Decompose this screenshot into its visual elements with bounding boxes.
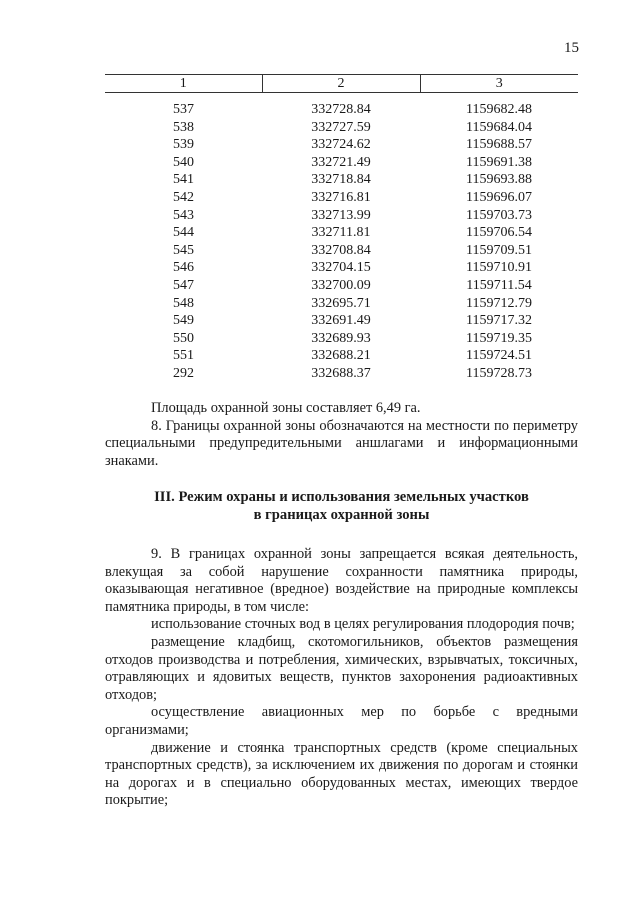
table-row: [105, 242, 578, 260]
column-header: 1: [105, 75, 262, 93]
list-item: размещение кладбищ, скотомогильников, объектов размещения отходов производства и потребления, химических, взрывчатых, токсичных, отравляющих и ядовитых веществ, пунктов захоронения радиоактивных отходов;: [105, 633, 578, 703]
list-item: использование сточных вод в целях регулирования плодородия почв;: [151, 616, 575, 633]
table-cell: 332688.37: [311, 365, 371, 381]
table-cell: 546: [173, 260, 194, 276]
table-row: [105, 347, 578, 365]
column-header: 2: [262, 75, 420, 93]
table-body: [105, 93, 578, 383]
table-cell: 551: [173, 348, 194, 364]
table-cell: 1159724.51: [466, 348, 532, 364]
table-cell: 1159703.73: [466, 207, 532, 223]
table-row: [105, 136, 578, 154]
table-cell: 1159712.79: [466, 295, 532, 311]
table-cell: 332721.49: [311, 154, 371, 170]
table-cell: 332716.81: [311, 189, 371, 205]
table-cell: 541: [173, 172, 194, 188]
table-row: [105, 365, 578, 383]
area-paragraph: Площадь охранной зоны составляет 6,49 га.: [151, 400, 421, 416]
table-cell: 1159693.88: [466, 172, 532, 188]
table-cell: 1159688.57: [466, 137, 532, 153]
column-header: 3: [420, 75, 578, 93]
heading-line-1: III. Режим охраны и использования земельных участков: [154, 489, 529, 505]
table-cell: 332713.99: [311, 207, 371, 223]
table-cell: 540: [173, 154, 194, 170]
table-cell: 1159696.07: [466, 189, 532, 205]
table-cell: 547: [173, 277, 194, 293]
table-cell: 1159719.35: [466, 330, 532, 346]
table-cell: 543: [173, 207, 194, 223]
table-row: [105, 207, 578, 225]
paragraph-9: 9. В границах охранной зоны запрещается всякая деятельность, влекущая за собой нарушение сохранности памятника природы, оказывающая негативное (вредное) воздействие на природные комплексы памятника природы, в том числе:: [105, 546, 578, 615]
list-item: осуществление авиационных мер по борьбе с вредными организмами;: [105, 704, 578, 738]
table-cell: 332724.62: [311, 137, 371, 153]
table-cell: 332728.84: [311, 102, 371, 117]
table-cell: 1159717.32: [466, 313, 532, 329]
zone-description: [105, 400, 578, 470]
table-cell: 332711.81: [311, 225, 371, 241]
table-row: [105, 259, 578, 277]
table-cell: 292: [173, 365, 194, 381]
table-cell: 549: [173, 313, 194, 329]
table-cell: 332689.93: [311, 330, 371, 346]
list-item: движение и стоянка транспортных средств (кроме специальных транспортных средств), за исключением их движения по дорогам и стоянки на дорогах и в специально оборудованных местах, имеющих твердое покрытие;: [105, 739, 578, 809]
table-cell: 332688.21: [311, 348, 371, 364]
table-row: [105, 189, 578, 207]
table-cell: 545: [173, 242, 194, 258]
table-row: [105, 312, 578, 330]
table-cell: 332718.84: [311, 172, 371, 188]
table-row: [105, 171, 578, 189]
table-cell: 1159709.51: [466, 242, 532, 258]
table-cell: 332708.84: [311, 242, 371, 258]
heading-line-2: в границах охранной зоны: [253, 507, 430, 523]
table-cell: 1159711.54: [466, 277, 532, 293]
table-cell: 537: [173, 102, 194, 117]
table-cell: 539: [173, 137, 194, 153]
table-cell: 332727.59: [311, 119, 371, 135]
table-row: [105, 224, 578, 242]
table-row: [105, 101, 578, 119]
table-cell: 332704.15: [311, 260, 371, 276]
table-row: [105, 277, 578, 295]
regime-text: [105, 546, 578, 810]
table-cell: 1159684.04: [466, 119, 532, 135]
table-cell: 332700.09: [311, 277, 371, 293]
table-cell: 538: [173, 119, 194, 135]
table-row: [105, 330, 578, 348]
table-cell: 332691.49: [311, 313, 371, 329]
table-cell: 542: [173, 189, 194, 205]
table-row: [105, 295, 578, 313]
table-cell: 1159691.38: [466, 154, 532, 170]
section-heading: [105, 488, 578, 524]
table-cell: 548: [173, 295, 194, 311]
table-cell: 544: [173, 225, 194, 241]
table-cell: 1159682.48: [466, 102, 532, 117]
table-cell: 1159706.54: [466, 225, 532, 241]
table-cell: 1159728.73: [466, 365, 532, 381]
table-cell: 1159710.91: [466, 260, 532, 276]
page-number: 15: [564, 40, 579, 56]
coordinates-table: [105, 74, 578, 383]
table-cell: 332695.71: [311, 295, 371, 311]
table-row: [105, 154, 578, 172]
table-cell: 550: [173, 330, 194, 346]
paragraph-8: 8. Границы охранной зоны обозначаются на местности по периметру специальными предупредительными аншлагами и информационными знаками.: [105, 417, 578, 469]
table-row: [105, 119, 578, 137]
table-header-row: [105, 75, 578, 93]
